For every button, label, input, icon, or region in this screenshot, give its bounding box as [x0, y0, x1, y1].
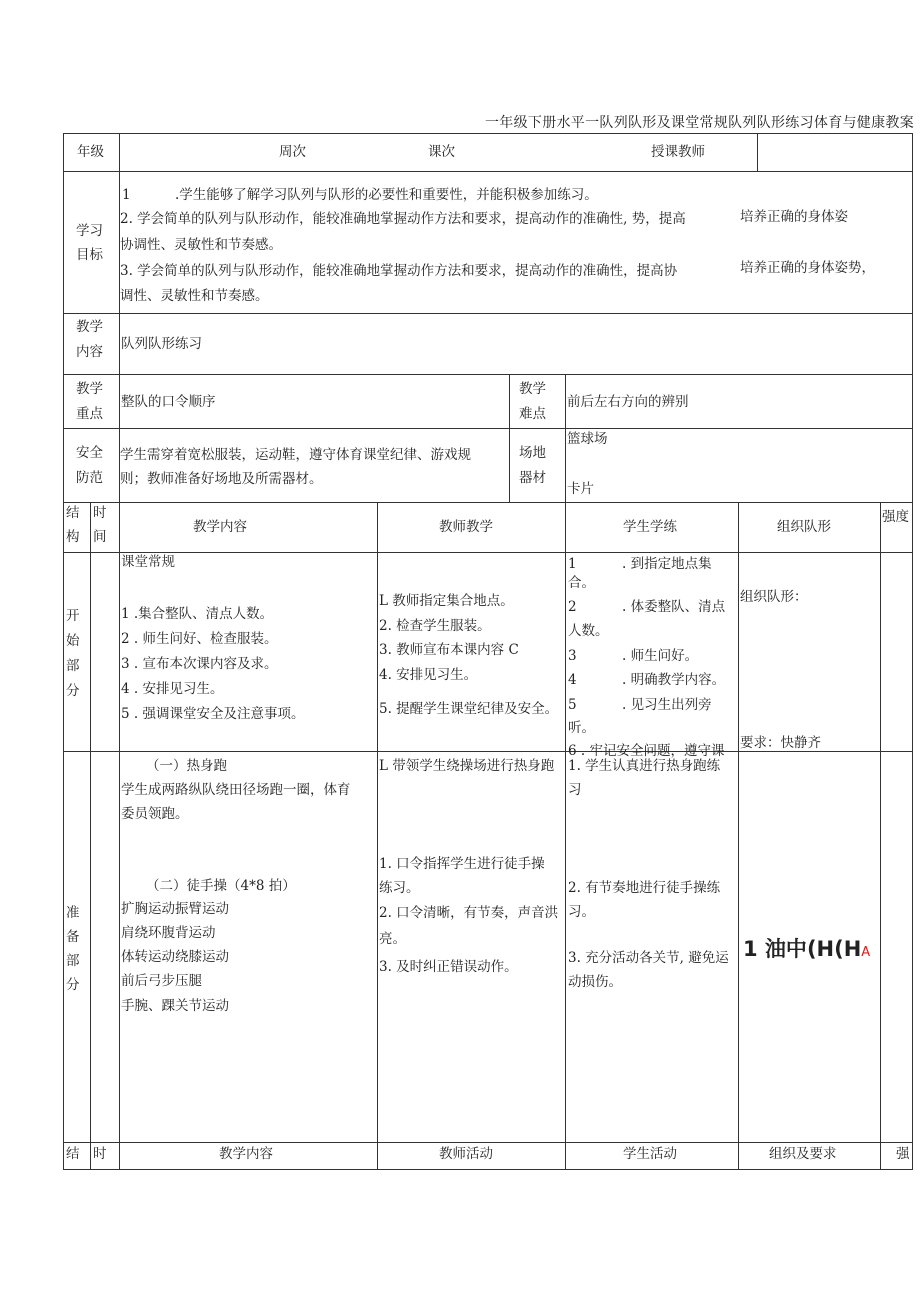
start-student-2b: 人数。: [568, 623, 609, 639]
start-content-title: 课堂常规: [121, 554, 175, 570]
prep-label-1: 准: [66, 905, 80, 921]
start-student-num-5: 5: [568, 697, 577, 713]
safety-label-2: 防范: [76, 470, 103, 486]
start-student-num-2: 2: [568, 599, 577, 615]
document-title: 一年级下册水平一队列队形及课堂常规队列队形练习体育与健康教案: [485, 115, 914, 131]
start-teacher-1: L 教师指定集合地点。: [379, 593, 514, 609]
safety-label-1: 安全: [76, 445, 103, 461]
time-head-1: 时: [93, 505, 107, 521]
student-head: 学生学练: [623, 519, 677, 535]
prep-student-3b: 动损伤。: [568, 974, 622, 990]
start-student-6: 6 . 牢记安全问题，遵守课: [568, 743, 725, 759]
objective-2-side-note: 培养正确的身体姿: [740, 209, 848, 225]
start-student-cell: [566, 553, 738, 759]
prep-org-red-mark: A: [861, 945, 871, 960]
start-student-1b: 合。: [568, 575, 595, 591]
start-teacher-5: 5. 提醒学生课堂纪律及安全。: [379, 701, 559, 717]
org-head: 组织队形: [777, 519, 831, 535]
prep-teacher-2: 1. 口令指挥学生进行徒手操: [379, 856, 545, 872]
start-content-3: 3 . 宣布本次课内容及求。: [121, 656, 278, 672]
safety-value-line-1: 学生需穿着宽松服装，运动鞋，遵守体育课堂纪律、游戏规: [120, 447, 471, 463]
start-student-num-1: 1: [568, 556, 577, 572]
start-teacher-4: 4. 安排见习生。: [379, 667, 478, 683]
structure-head-2: 构: [66, 529, 80, 545]
intensity-head: 强度: [882, 509, 909, 525]
venue-value: 篮球场: [567, 431, 608, 447]
start-label-2: 始: [66, 633, 80, 649]
start-content-5: 5 . 强调课堂安全及注意事项。: [121, 706, 305, 722]
prep-teacher-2b: 练习。: [379, 880, 420, 896]
prep-org-text: 1 油中: [743, 937, 807, 961]
start-org-requirement: 要求：快静齐: [740, 735, 821, 751]
prep-student-1: 1. 学生认真进行热身跑练: [568, 758, 721, 774]
prep-content-warmup-2: 委员领跑。: [121, 806, 189, 822]
prep-teacher-4: 3. 及时纠正错误动作。: [379, 959, 518, 975]
grade-label: 年级: [77, 144, 104, 160]
bottom-intensity-head: 强: [896, 1146, 910, 1162]
prep-student-2b: 习。: [568, 904, 595, 920]
prep-label-3: 部: [66, 953, 80, 969]
difficulty-label-1: 教学: [519, 381, 546, 397]
structure-head-1: 结: [66, 505, 80, 521]
focus-label-1: 教学: [76, 381, 103, 397]
prep-teacher-1: L 带领学生绕操场进行热身跑: [379, 758, 555, 774]
bottom-student-head: 学生活动: [623, 1146, 677, 1162]
objective-2-line-1: 2. 学会简单的队列与队形动作，能较准确地掌握动作方法和要求，提高动作的准确性, 势，提高: [120, 211, 686, 227]
content-value: 队列队形练习: [121, 336, 202, 352]
objectives-label-1: 学习: [76, 223, 103, 239]
teacher-head: 教师教学: [439, 519, 493, 535]
difficulty-value: 前后左右方向的辨别: [567, 394, 689, 410]
objective-3-line-1: 3. 学会简单的队列与队形动作，能较准确地掌握动作方法和要求，提高动作的准确性，提高协: [120, 263, 678, 279]
teacher-label: 授课教师: [651, 144, 705, 160]
prep-content-exercise-4: 前后弓步压腿: [121, 973, 202, 989]
time-head-2: 间: [93, 529, 107, 545]
prep-student-2: 2. 有节奏地进行徒手操练: [568, 880, 721, 896]
objective-1-number: 1: [122, 187, 131, 203]
prep-label-4: 分: [66, 977, 80, 993]
content-label-2: 内容: [76, 344, 103, 360]
start-label-1: 开: [66, 608, 80, 624]
objective-3-side-note: 培养正确的身体姿势，: [740, 260, 875, 276]
lesson-label: 课次: [428, 144, 455, 160]
start-org-title: 组织队形：: [740, 589, 808, 605]
objective-2-line-2: 协调性、灵敏性和节奏感。: [120, 237, 282, 253]
start-student-5b: 听。: [568, 720, 595, 736]
start-content-2: 2 . 师生问好、检查服装。: [121, 631, 278, 647]
safety-value-line-2: 则；教师准备好场地及所需器材。: [120, 471, 323, 487]
week-label: 周次: [279, 144, 306, 160]
focus-value: 整队的口令顺序: [121, 394, 216, 410]
start-content-4: 4 . 安排见习生。: [121, 681, 224, 697]
prep-content-warmup-1: 学生成两路纵队绕田径场跑一圈，体育: [121, 782, 351, 798]
bottom-teacher-head: 教师活动: [439, 1146, 493, 1162]
start-label-3: 部: [66, 658, 80, 674]
start-student-1: . 到指定地点集: [622, 556, 712, 572]
prep-content-exercise-title: （二）徒手操（4*8 拍）: [146, 878, 296, 894]
prep-student-3: 3. 充分活动各关节, 避免运: [568, 950, 729, 966]
prep-content-exercise-3: 体转运动绕膝运动: [121, 949, 229, 965]
prep-content-exercise-1: 扩胸运动振臂运动: [121, 901, 229, 917]
objective-1-text: .学生能够了解学习队列与队形的必要性和重要性，并能积极参加练习。: [175, 187, 598, 203]
prep-teacher-3: 2. 口令清晰，有节奏，声音洪: [379, 905, 559, 921]
bottom-time-head: 时: [93, 1146, 107, 1162]
start-student-num-4: 4: [568, 672, 577, 688]
venue-label-1: 场地: [519, 445, 546, 461]
start-content-1: 1 .集合整队、清点人数。: [121, 606, 274, 622]
prep-label-2: 备: [66, 929, 80, 945]
objectives-label-2: 目标: [76, 247, 103, 263]
prep-content-warmup-title: （一）热身跑: [146, 758, 227, 774]
start-student-num-3: 3: [568, 648, 577, 664]
prep-content-exercise-2: 肩绕环腹背运动: [121, 925, 216, 941]
start-teacher-3: 3. 教师宣布本课内容 C: [379, 642, 519, 658]
bottom-org-head: 组织及要求: [769, 1146, 837, 1162]
start-student-5: . 见习生出列旁: [622, 697, 712, 713]
bottom-structure-head: 结: [66, 1146, 80, 1162]
equipment-value: 卡片: [567, 481, 594, 497]
focus-label-2: 重点: [76, 406, 103, 422]
bottom-content-head: 教学内容: [219, 1146, 273, 1162]
venue-label-2: 器材: [519, 470, 546, 486]
prep-student-1b: 习: [568, 782, 582, 798]
content-head: 教学内容: [193, 519, 247, 535]
objective-3-line-2: 调性、灵敏性和节奏感。: [120, 288, 269, 304]
prep-content-exercise-5: 手腕、踝关节运动: [121, 998, 229, 1014]
start-student-2: . 体委整队、清点: [622, 599, 726, 615]
start-student-3: . 师生问好。: [622, 648, 699, 664]
start-student-4: . 明确教学内容。: [622, 672, 726, 688]
prep-org-text-2: (H(H: [806, 937, 862, 961]
difficulty-label-2: 难点: [519, 406, 546, 422]
start-teacher-2: 2. 检查学生服装。: [379, 618, 491, 634]
content-label-1: 教学: [76, 319, 103, 335]
prep-org-formation: [743, 936, 870, 966]
start-label-4: 分: [66, 683, 80, 699]
prep-teacher-3b: 亮。: [379, 931, 406, 947]
